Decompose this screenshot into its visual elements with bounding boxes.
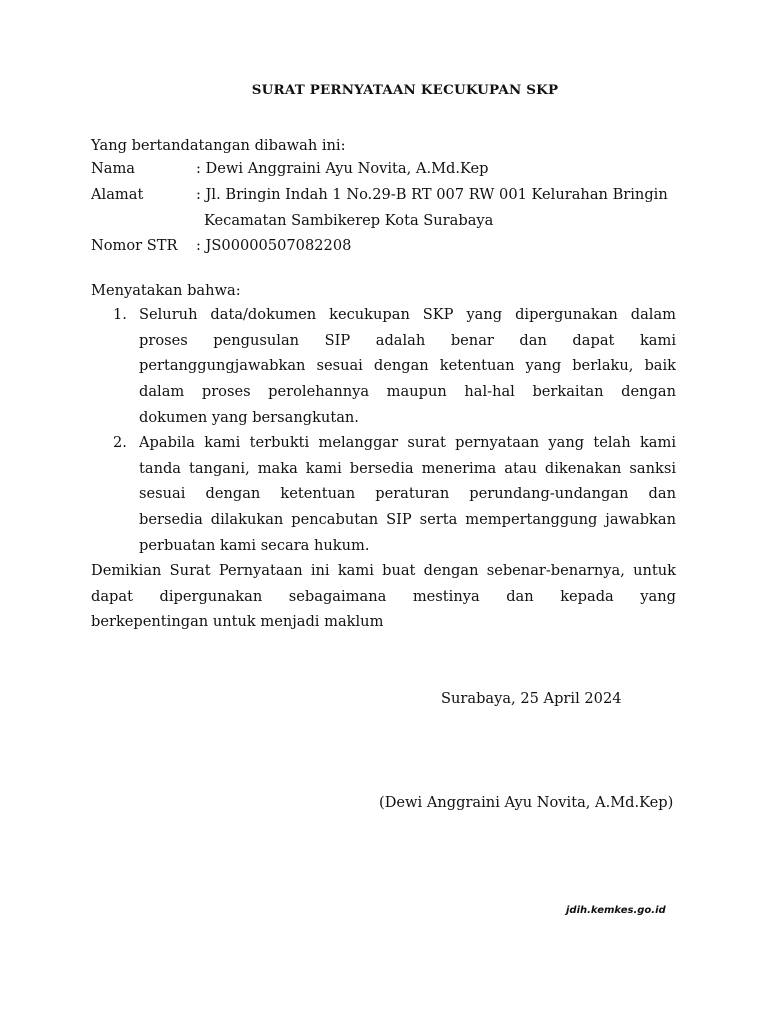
list-item-line: Seluruh data/dokumen kecukupan SKP yang dipergunakan dalam — [139, 306, 676, 323]
nama-label: Nama — [91, 160, 136, 177]
list-item-line: dokumen yang bersangkutan. — [139, 409, 359, 426]
closing-line: dapat dipergunakan sebagaimana mestinya dan kepada yang — [91, 588, 676, 605]
list-item-line: Apabila kami terbukti melanggar surat pernyataan yang telah kami — [139, 434, 676, 451]
list-item-line: tanda tangani, maka kami bersedia menerima atau dikenakan sanksi — [139, 460, 676, 477]
list-item-line: bersedia dilakukan pencabutan SIP serta mempertanggung jawabkan — [139, 511, 676, 528]
list-item-line: pertanggungjawabkan sesuai dengan ketentuan yang berlaku, baik — [139, 357, 676, 374]
list-item-line: sesuai dengan ketentuan peraturan perundang-undangan dan — [139, 485, 676, 502]
statement-intro: Menyatakan bahwa: — [91, 282, 241, 299]
nama-value: : Dewi Anggraini Ayu Novita, A.Md.Kep — [196, 160, 489, 177]
list-item-line: perbuatan kami secara hukum. — [139, 537, 370, 554]
str-label: Nomor STR — [91, 237, 178, 254]
closing-line: Demikian Surat Pernyataan ini kami buat dengan sebenar-benarnya, untuk — [91, 562, 676, 579]
str-value: : JS00000507082208 — [196, 237, 352, 254]
source-watermark: jdih.kemkes.go.id — [566, 905, 666, 916]
intro-text: Yang bertandatangan dibawah ini: — [91, 137, 346, 154]
list-item-number: 2. — [113, 434, 127, 451]
signer-name: (Dewi Anggraini Ayu Novita, A.Md.Kep) — [379, 794, 674, 811]
alamat-value-line2: Kecamatan Sambikerep Kota Surabaya — [204, 212, 494, 229]
alamat-label: Alamat — [91, 186, 144, 203]
document-title: SURAT PERNYATAAN KECUKUPAN SKP — [251, 82, 559, 98]
place-date: Surabaya, 25 April 2024 — [441, 690, 622, 707]
list-item-number: 1. — [113, 306, 127, 323]
closing-line: berkepentingan untuk menjadi maklum — [91, 613, 384, 630]
list-item-line: dalam proses perolehannya maupun hal-hal berkaitan dengan — [139, 383, 676, 400]
alamat-value-line1: : Jl. Bringin Indah 1 No.29-B RT 007 RW 001 Kelurahan Bringin — [196, 186, 668, 203]
list-item-line: proses pengusulan SIP adalah benar dan dapat kami — [139, 332, 676, 349]
